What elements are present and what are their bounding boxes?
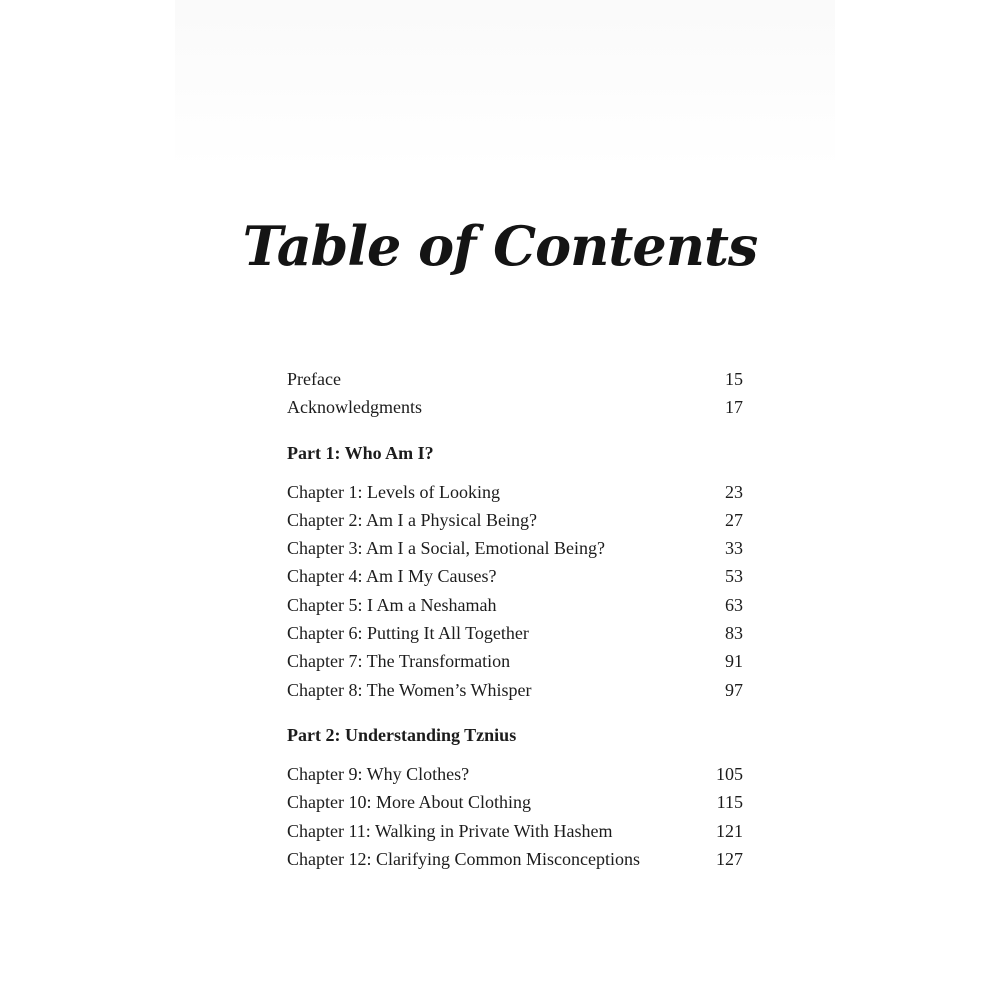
toc-entry-page: 27 <box>725 509 743 530</box>
part-heading-1: Part 1: Who Am I? <box>287 442 434 463</box>
toc-entry-page: 91 <box>725 651 743 672</box>
toc-entry-chapter-8 <box>287 676 743 704</box>
toc-entry-label: Chapter 10: More About Clothing <box>287 792 531 813</box>
toc-entry-page: 121 <box>716 820 743 841</box>
toc-entry-label: Chapter 6: Putting It All Together <box>287 623 529 644</box>
toc-entry-chapter-1 <box>287 478 743 506</box>
toc-entry-chapter-5 <box>287 591 743 619</box>
toc-entry-label: Preface <box>287 369 341 389</box>
toc-entry-preface <box>287 365 743 393</box>
toc-entry-chapter-4 <box>287 562 743 590</box>
toc-entry-chapter-10 <box>287 788 743 816</box>
toc-entry-page: 105 <box>716 763 743 784</box>
toc-entry-page: 33 <box>725 538 743 559</box>
toc-entry-label: Chapter 7: The Transformation <box>287 651 511 672</box>
toc-entry-chapter-11 <box>287 817 743 845</box>
toc-entry-page: 53 <box>725 566 743 587</box>
toc-entry-label: Chapter 1: Levels of Looking <box>287 481 500 502</box>
toc-entry-label: Chapter 9: Why Clothes? <box>287 763 470 784</box>
page-bleed-through <box>175 0 835 170</box>
toc-entry-acknowledgments <box>287 393 743 421</box>
toc-entry-page: 17 <box>725 397 743 418</box>
page-title: Table of Contents <box>242 214 758 278</box>
toc-entry-label: Chapter 3: Am I a Social, Emotional Being? <box>287 538 605 559</box>
toc-entry-label: Chapter 5: I Am a Neshamah <box>287 594 497 615</box>
toc-entry-page: 83 <box>725 623 743 644</box>
toc-entry-page: 127 <box>716 848 743 869</box>
toc-entry-page: 97 <box>725 679 743 700</box>
toc-entry-page: 15 <box>725 369 743 389</box>
toc-entry-chapter-9 <box>287 760 743 788</box>
toc-entry-label: Chapter 8: The Women’s Whisper <box>287 679 532 700</box>
part-heading-2: Part 2: Understanding Tznius <box>287 724 517 745</box>
toc-entry-label: Chapter 11: Walking in Private With Hashem <box>287 820 613 841</box>
toc-entry-label: Chapter 2: Am I a Physical Being? <box>287 509 537 530</box>
toc-entry-chapter-6 <box>287 619 743 647</box>
toc-entry-chapter-7 <box>287 647 743 675</box>
toc-entry-label: Acknowledgments <box>287 397 422 418</box>
toc-entry-page: 23 <box>725 481 743 502</box>
toc-entry-chapter-2 <box>287 506 743 534</box>
toc-entry-chapter-3 <box>287 534 743 562</box>
toc-entry-page: 115 <box>716 792 743 813</box>
toc-entry-page: 63 <box>725 594 743 615</box>
toc-entry-label: Chapter 12: Clarifying Common Misconceptions <box>287 848 640 869</box>
toc-entry-chapter-12 <box>287 845 743 873</box>
table-of-contents <box>287 365 743 873</box>
toc-entry-label: Chapter 4: Am I My Causes? <box>287 566 497 587</box>
